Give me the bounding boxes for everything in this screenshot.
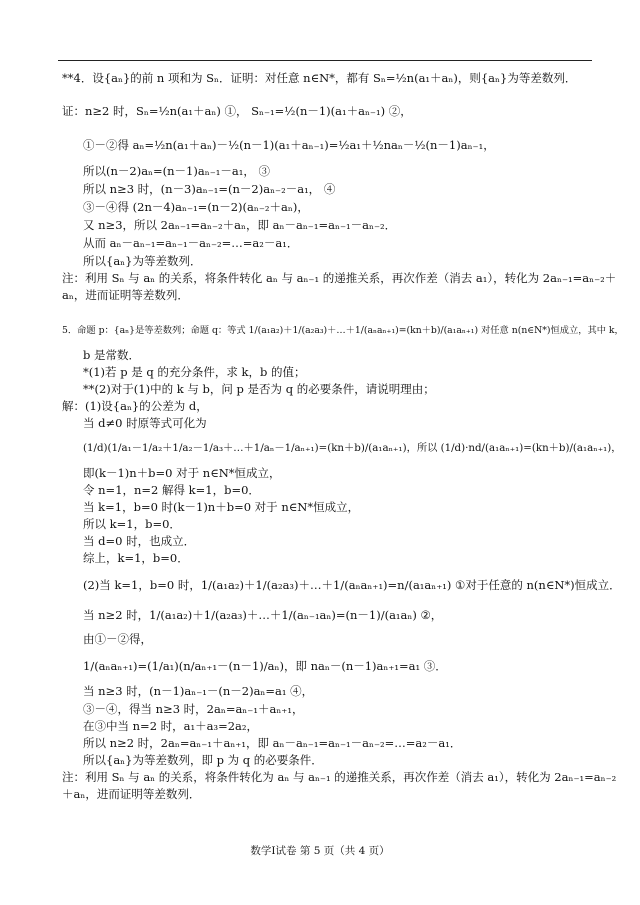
problem5-part2: **(2)对于(1)中的 k 与 b，问 p 是否为 q 的必要条件，请说明理由； — [83, 382, 435, 396]
problem5-note-1: 注：利用 Sₙ 与 aₙ 的关系，将条件转化为 aₙ 与 aₙ₋₁ 的递推关系，再次作差（消去 a₁），转化为 2aₙ₋₁=aₙ₋₂ — [62, 770, 617, 784]
solution-line-7: 所以 k=1，b=0． — [83, 517, 181, 531]
solution-line-14: 当 n≥3 时，(n－1)aₙ₋₁－(n－2)aₙ=a₁ ④， — [83, 684, 314, 698]
problem4-note-1: 注：利用 Sₙ 与 aₙ 的关系，将条件转化 aₙ 与 aₙ₋₁ 的递推关系，再次作差（消去 a₁），转化为 2aₙ₋₁=aₙ₋₂＋ — [62, 271, 617, 285]
solution-line-10: (2)当 k=1，b=0 时，1/(a₁a₂)＋1/(a₂a₃)＋…＋1/(aₙaₙ₊₁)=n/(a₁aₙ₊₁) ①对于任意的 n(n∈N*)恒成立． — [83, 578, 621, 592]
problem5-note-2: ＋aₙ，进而证明等差数列． — [62, 787, 201, 801]
problem4-line-6: 又 n≥3，所以 2aₙ₋₁=aₙ₋₂＋aₙ，即 aₙ－aₙ₋₁=aₙ₋₁－aₙ₋₂． — [83, 218, 397, 232]
solution-line-11: 当 n≥2 时，1/(a₁a₂)＋1/(a₂a₃)＋…＋1/(aₙ₋₁aₙ)=(n－1)/(a₁aₙ) ②， — [83, 608, 443, 622]
solution-line-8: 当 d=0 时，也成立． — [83, 534, 196, 548]
problem4-line-4: 所以 n≥3 时，(n－3)aₙ₋₁=(n－2)aₙ₋₂－a₁， ④ — [83, 182, 336, 196]
header-rule — [58, 60, 592, 61]
solution-line-9: 综上，k=1，b=0． — [83, 551, 189, 565]
problem4-line-8: 所以{aₙ}为等差数列． — [83, 254, 202, 268]
solution-line-13: 1/(aₙaₙ₊₁)=(1/a₁)(n/aₙ₊₁－(n－1)/aₙ)，即 naₙ－(n－1)aₙ₊₁=a₁ ③． — [83, 659, 447, 673]
problem5-statement: 5．命题 p：{aₙ}是等差数列；命题 q：等式 1/(a₁a₂)＋1/(a₂a₃)＋…＋1/(aₙaₙ₊₁)=(kn＋b)/(a₁aₙ₊₁) 对任意 n(n∈N*)恒成立，其中 k， — [62, 325, 624, 336]
solution-line-2: 当 d≠0 时原等式可化为 — [83, 416, 207, 430]
problem4-line-7: 从而 aₙ－aₙ₋₁=aₙ₋₁－aₙ₋₂=…=a₂－a₁． — [83, 236, 299, 250]
problem4-line-2: ①－②得 aₙ=½n(a₁＋aₙ)－½(n－1)(a₁＋aₙ₋₁)=½a₁＋½naₙ－½(n－1)aₙ₋₁， — [83, 138, 495, 152]
solution-line-15: ③－④，得当 n≥3 时，2aₙ=aₙ₋₁＋aₙ₊₁， — [83, 702, 304, 716]
problem5-part1: *(1)若 p 是 q 的充分条件，求 k，b 的值； — [83, 365, 306, 379]
solution-line-1: 解：(1)设{aₙ}的公差为 d， — [62, 399, 208, 413]
solution-line-6: 当 k=1，b=0 时(k－1)n＋b=0 对于 n∈N*恒成立， — [83, 500, 360, 514]
problem4-note-2: aₙ，进而证明等差数列． — [62, 288, 189, 302]
solution-line-17: 所以 n≥2 时，2aₙ=aₙ₋₁＋aₙ₊₁，即 aₙ－aₙ₋₁=aₙ₋₁－aₙ₋₂=…=a₂－a₁． — [83, 736, 462, 750]
problem4-line-5: ③－④得 (2n－4)aₙ₋₁=(n－2)(aₙ₋₂＋aₙ)， — [83, 200, 309, 214]
problem4-statement: **4．设{aₙ}的前 n 项和为 Sₙ．证明：对任意 n∈N*，都有 Sₙ=½n(a₁＋aₙ)，则{aₙ}为等差数列． — [62, 71, 577, 85]
problem5-line-2: b 是常数． — [83, 348, 141, 362]
solution-line-16: 在③中当 n=2 时，a₁＋a₃=2a₂， — [83, 719, 259, 733]
page-footer: 数学Ⅰ试卷 第 5 页（共 4 页） — [250, 845, 390, 857]
solution-line-18: 所以{aₙ}为等差数列，即 p 为 q 的必要条件． — [83, 753, 323, 767]
solution-line-3: (1/d)(1/a₁－1/a₂＋1/a₂－1/a₃＋…＋1/aₙ－1/aₙ₊₁)=(kn＋b)/(a₁aₙ₊₁)，所以 (1/d)·nd/(a₁aₙ₊₁)=(kn＋b)/(a₁aₙ₊₁)， — [83, 442, 622, 454]
solution-line-12: 由①－②得， — [83, 632, 152, 646]
solution-line-5: 令 n=1，n=2 解得 k=1，b=0． — [83, 483, 260, 497]
solution-line-4: 即(k－1)n＋b=0 对于 n∈N*恒成立， — [83, 466, 281, 480]
problem4-line-1: 证：n≥2 时，Sₙ=½n(a₁＋aₙ) ①， Sₙ₋₁=½(n－1)(a₁＋aₙ₋₁) ②， — [62, 104, 412, 118]
problem4-line-3: 所以(n－2)aₙ=(n－1)aₙ₋₁－a₁， ③ — [83, 164, 270, 178]
